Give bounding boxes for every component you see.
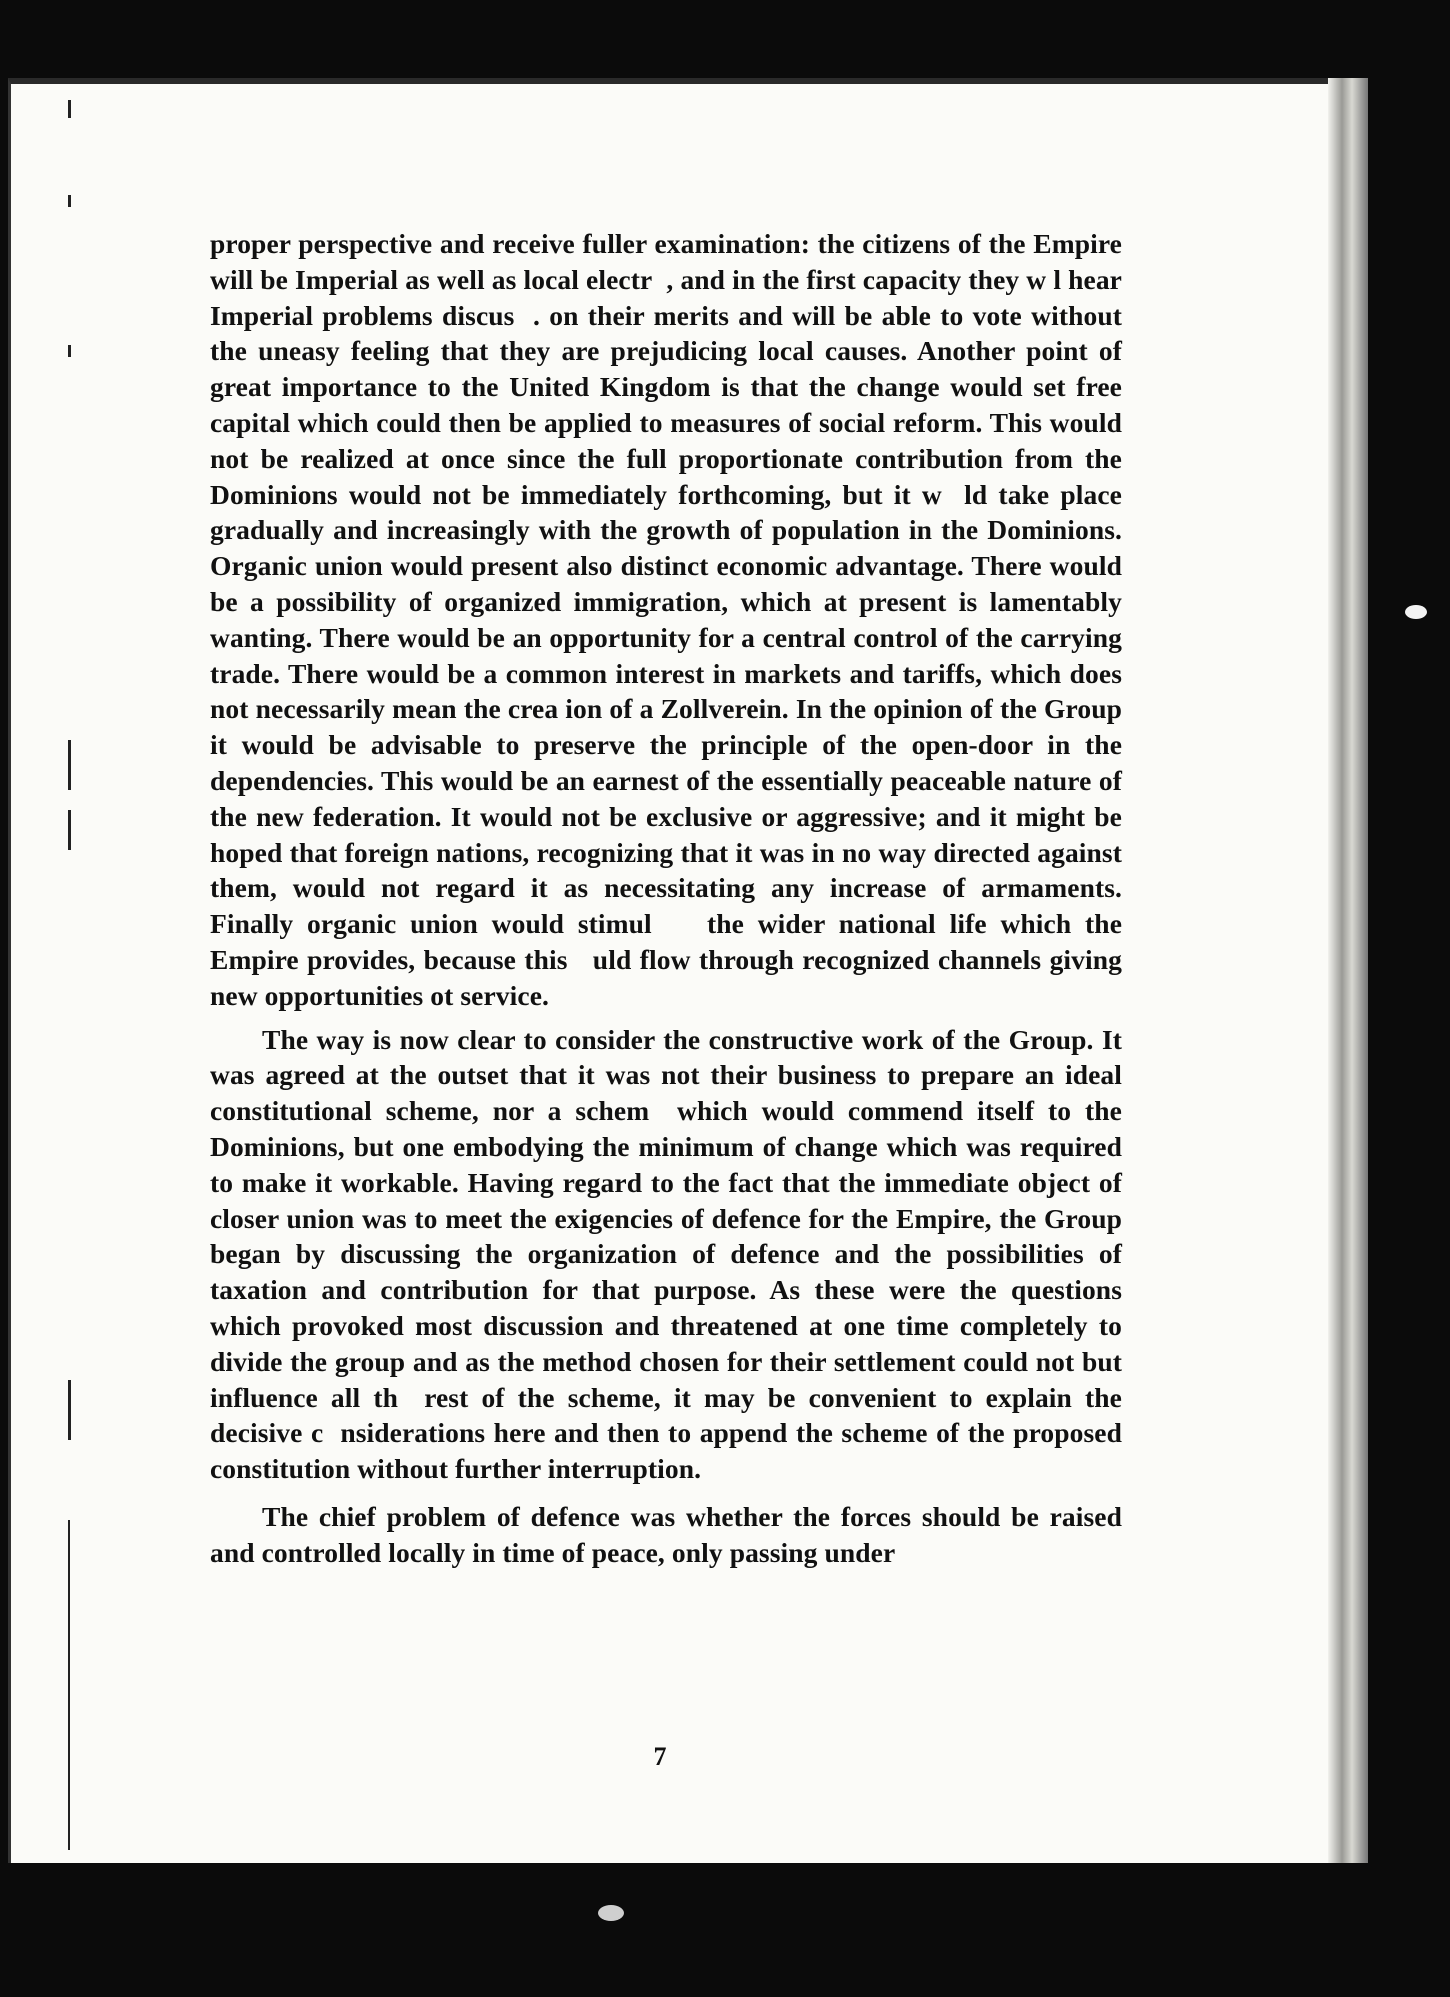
gutter-mark xyxy=(68,810,71,850)
scan-speck xyxy=(1405,605,1427,619)
gutter-mark xyxy=(68,345,71,357)
gutter-mark xyxy=(68,1520,70,1850)
gutter-mark xyxy=(68,100,71,118)
paragraph-defence: The chief problem of defence was whether the forces should be raised and controlled locally in time of peace, only passing under xyxy=(210,1500,1122,1568)
scan-speck xyxy=(598,1905,624,1921)
page-edge xyxy=(1328,78,1368,1863)
gutter-mark xyxy=(68,740,71,790)
binding-gutter xyxy=(58,100,84,1820)
gutter-mark xyxy=(68,1380,71,1440)
page-body xyxy=(210,226,1122,1570)
paragraph-constructive-work: The way is now clear to consider the constructive work of the Group. It was agreed at the outset that it was not their business to prepare an ideal constitutional scheme, nor a schem which would commend itself to the Dominions, but one embodying the minimum of change which was required to make it workable. Having regard to the fact that the immediate object of closer union was to meet the exigencies of defence for the Empire, the Group began by discussing the organization of defence and the possibilities of taxation and contribution for that purpose. As these were the questions which provoked most discussion and threatened at one time completely to divide the group and as the method chosen for their settlement could not but influence all th rest of the scheme, it may be convenient to explain the decisive c nsiderations here and then to append the scheme of the proposed constitution without further interruption. xyxy=(210,1023,1122,1485)
paragraph-continuation: proper perspective and receive fuller examination: the citizens of the Empire will be Imperial as well as local electr , and in the first capacity they w l hear Imperial problems discus . on their merits and will be able to vote without the uneasy feeling that they are prejudicing local causes. Another point of great importance to the United Kingdom is that the change would set free capital which could then be applied to measures of social reform. This would not be realized at once since the full proportionate contribution from the Dominions would not be immediately forthcoming, but it w ld take place gradually and increasingly with the growth of population in the Dominions. Organic union would present also distinct economic advantage. There would be a possibility of organized immigration, which at present is lamentably wanting. There would be an opportunity for a central control of the carrying trade. There would be a common interest in markets and tariffs, which does not necessarily mean the crea ion of a Zollverein. In the opinion of the Group it would be advisable to preserve the principle of the open-door in the dependencies. This would be an earnest of the essentially peaceable nature of the new federation. It would not be exclusive or aggressive; and it might be hoped that foreign nations, recognizing that it was in no way directed against them, would not regard it as necessitating any increase of armaments. Finally organic union would stimul the wider national life which the Empire provides, because this uld flow through recognized channels giving new opportunities ot service. xyxy=(210,228,1122,1011)
gutter-mark xyxy=(68,195,71,207)
page-number: 7 xyxy=(653,1742,667,1771)
